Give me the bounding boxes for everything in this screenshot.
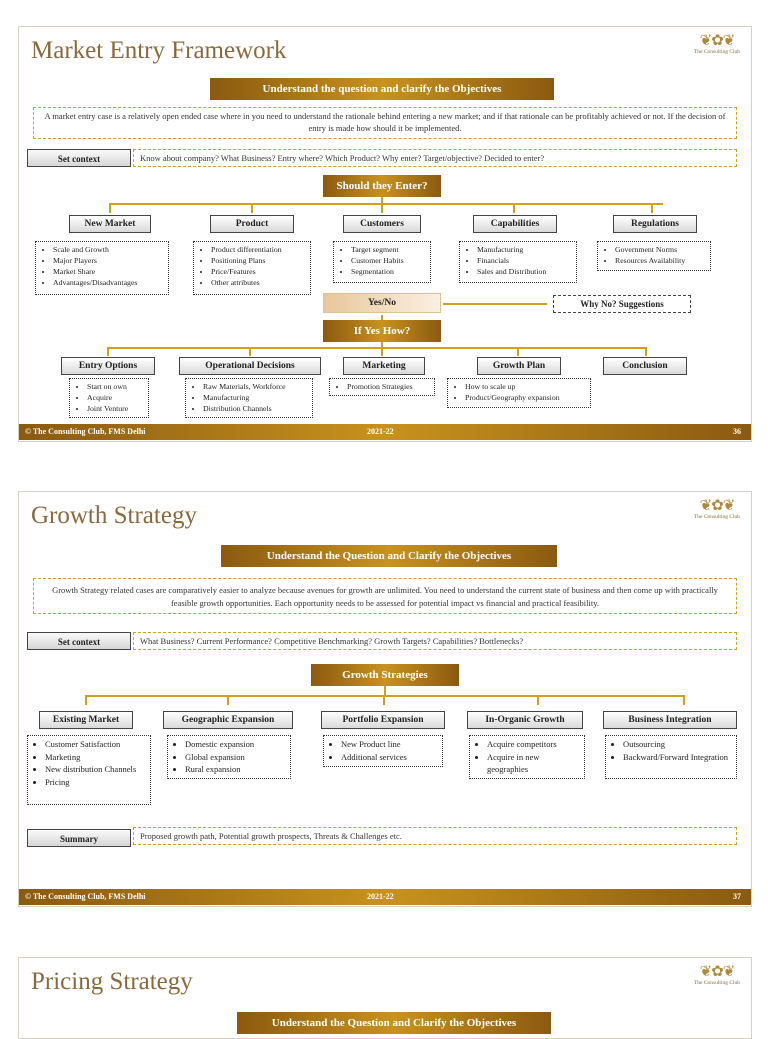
connector-line — [383, 695, 385, 705]
list-item: • Acquire in new geographies — [487, 751, 581, 776]
slide-title: Growth Strategy — [31, 502, 197, 529]
list-item: • Manufacturing — [477, 244, 573, 255]
list-item: • Start on own — [87, 381, 145, 392]
list-item: • Market Share — [53, 266, 165, 277]
list-item: • Pricing — [45, 776, 147, 789]
connector-line — [251, 203, 253, 213]
category-customers: Customers — [343, 215, 421, 233]
category-in-organic-growth: In-Organic Growth — [467, 711, 583, 729]
list-item: • Major Players — [53, 255, 165, 266]
list-item: • Global expansion — [185, 751, 287, 764]
list-item: • New Product line — [341, 738, 439, 751]
category-operational-decisions: Operational Decisions — [179, 357, 321, 375]
list-item: • Outsourcing — [623, 738, 733, 751]
list-item: • Sales and Distribution — [477, 266, 573, 277]
category-business-integration: Business Integration — [603, 711, 737, 729]
list-item: • Product/Geography expansion — [465, 392, 587, 403]
summary-text: Proposed growth path, Potential growth prospects, Threats & Challenges etc. — [133, 827, 737, 845]
set-context-label: Set context — [27, 149, 131, 167]
connector-line — [513, 203, 515, 213]
slide-title: Market Entry Framework — [31, 37, 287, 64]
connector-line — [227, 695, 229, 705]
connector-line — [381, 347, 383, 356]
slide-pricing-strategy — [18, 957, 752, 1039]
connector-line — [537, 695, 539, 705]
connector-line — [109, 203, 663, 205]
slide-footer — [19, 424, 751, 440]
leaf-logo-icon: ❦✿❦ — [699, 964, 735, 980]
list-item: • Raw Materials, Workforce — [203, 381, 309, 392]
portfolio-expansion-list — [323, 735, 443, 767]
case-description: Growth Strategy related cases are comparatively easier to analyze because avenues for growth are unlimited. You need to understand the current state of business and then come up with practically feasible growth opportunities. Each opportunity needs to be assessed for potential impact vs financial and practical feasibility. — [33, 578, 737, 614]
list-item: • Resources Availability — [615, 255, 707, 266]
category-capabilities: Capabilities — [473, 215, 557, 233]
connector-line — [109, 203, 111, 213]
entry-options-list — [69, 378, 149, 418]
category-product: Product — [210, 215, 294, 233]
consulting-club-logo: ❦✿❦ The Consulting Club — [691, 498, 743, 521]
operational-decisions-list — [185, 378, 313, 418]
list-item: • Segmentation — [351, 266, 427, 277]
list-item: • How to scale up — [465, 381, 587, 392]
connector-line — [645, 347, 647, 356]
footer-year: 2021-22 — [367, 892, 394, 901]
if-yes-banner: If Yes How? — [323, 320, 441, 342]
connector-line — [517, 347, 519, 356]
list-item: • Advantages/Disadvantages — [53, 277, 165, 288]
category-marketing: Marketing — [343, 357, 425, 375]
product-list — [193, 241, 311, 295]
category-entry-options: Entry Options — [61, 357, 155, 375]
connector-line — [107, 347, 109, 356]
list-item: • Domestic expansion — [185, 738, 287, 751]
growth-plan-list — [447, 378, 591, 408]
list-item: • Rural expansion — [185, 763, 287, 776]
list-item: • Product differentiation — [211, 244, 307, 255]
business-integration-list — [605, 735, 737, 779]
yes-no-box: Yes/No — [323, 293, 441, 313]
list-item: • Distribution Channels — [203, 403, 309, 414]
list-item: • Acquire — [87, 392, 145, 403]
footer-year: 2021-22 — [367, 427, 394, 436]
connector-line — [85, 695, 87, 705]
leaf-logo-icon: ❦✿❦ — [699, 33, 735, 49]
list-item: • Joint Venture — [87, 403, 145, 414]
list-item: • Financials — [477, 255, 573, 266]
connector-line — [651, 203, 653, 213]
existing-market-list — [27, 735, 151, 805]
objective-banner: Understand the Question and Clarify the Objectives — [237, 1012, 551, 1034]
connector-line — [85, 695, 685, 697]
connector-line — [443, 303, 547, 305]
category-geographic-expansion: Geographic Expansion — [163, 711, 293, 729]
marketing-list — [329, 378, 435, 396]
category-new-market: New Market — [69, 215, 151, 233]
footer-page-number: 36 — [733, 427, 741, 436]
customers-list — [333, 241, 431, 283]
list-item: • Promotion Strategies — [347, 381, 431, 392]
category-existing-market: Existing Market — [39, 711, 133, 729]
set-context-text: What Business? Current Performance? Competitive Benchmarking? Growth Targets? Capabilities? Bottlenecks? — [133, 632, 737, 650]
list-item: • Scale and Growth — [53, 244, 165, 255]
objective-banner: Understand the question and clarify the Objectives — [210, 78, 554, 100]
connector-line — [683, 695, 685, 705]
list-item: • Target segment — [351, 244, 427, 255]
summary-label: Summary — [27, 829, 131, 847]
list-item: • Backward/Forward Integration — [623, 751, 733, 764]
consulting-club-logo: ❦✿❦ The Consulting Club — [691, 33, 743, 56]
regulations-list — [597, 241, 711, 271]
list-item: • Other attributes — [211, 277, 307, 288]
case-description: A market entry case is a relatively open ended case where in you need to understand the rationale behind entering a new market; and if that rationale can be profitably achieved or not. If the decision of entry is made how should it be implemented. — [33, 107, 737, 139]
category-growth-plan: Growth Plan — [477, 357, 561, 375]
list-item: • Additional services — [341, 751, 439, 764]
category-regulations: Regulations — [613, 215, 697, 233]
list-item: • Manufacturing — [203, 392, 309, 403]
connector-line — [107, 347, 647, 349]
category-portfolio-expansion: Portfolio Expansion — [321, 711, 445, 729]
growth-strategies-banner: Growth Strategies — [311, 664, 459, 686]
list-item: • Positioning Plans — [211, 255, 307, 266]
consulting-club-logo: ❦✿❦ The Consulting Club — [691, 964, 743, 987]
slide-footer — [19, 889, 751, 905]
new-market-list — [35, 241, 169, 295]
list-item: • Customer Habits — [351, 255, 427, 266]
in-organic-growth-list — [469, 735, 585, 779]
slide-title: Pricing Strategy — [31, 968, 193, 995]
list-item: • Acquire competitors — [487, 738, 581, 751]
set-context-label: Set context — [27, 632, 131, 650]
footer-copyright: © The Consulting Club, FMS Delhi — [25, 892, 146, 901]
footer-page-number: 37 — [733, 892, 741, 901]
list-item: • Price/Features — [211, 266, 307, 277]
footer-copyright: © The Consulting Club, FMS Delhi — [25, 427, 146, 436]
leaf-logo-icon: ❦✿❦ — [699, 498, 735, 514]
list-item: • Customer Satisfaction — [45, 738, 147, 751]
connector-line — [249, 347, 251, 356]
capabilities-list — [459, 241, 577, 283]
set-context-text: Know about company? What Business? Entry where? Which Product? Why enter? Target/objective? Decided to enter? — [133, 149, 737, 167]
should-enter-banner: Should they Enter? — [323, 175, 441, 197]
geographic-expansion-list — [167, 735, 291, 779]
connector-line — [381, 203, 383, 213]
list-item: • New distribution Channels — [45, 763, 147, 776]
category-conclusion: Conclusion — [603, 357, 687, 375]
list-item: • Government Norms — [615, 244, 707, 255]
objective-banner: Understand the Question and Clarify the Objectives — [221, 545, 557, 567]
slide-market-entry — [18, 26, 752, 442]
slide-growth-strategy — [18, 491, 752, 907]
why-no-suggestions-box: Why No? Suggestions — [553, 295, 691, 313]
list-item: • Marketing — [45, 751, 147, 764]
